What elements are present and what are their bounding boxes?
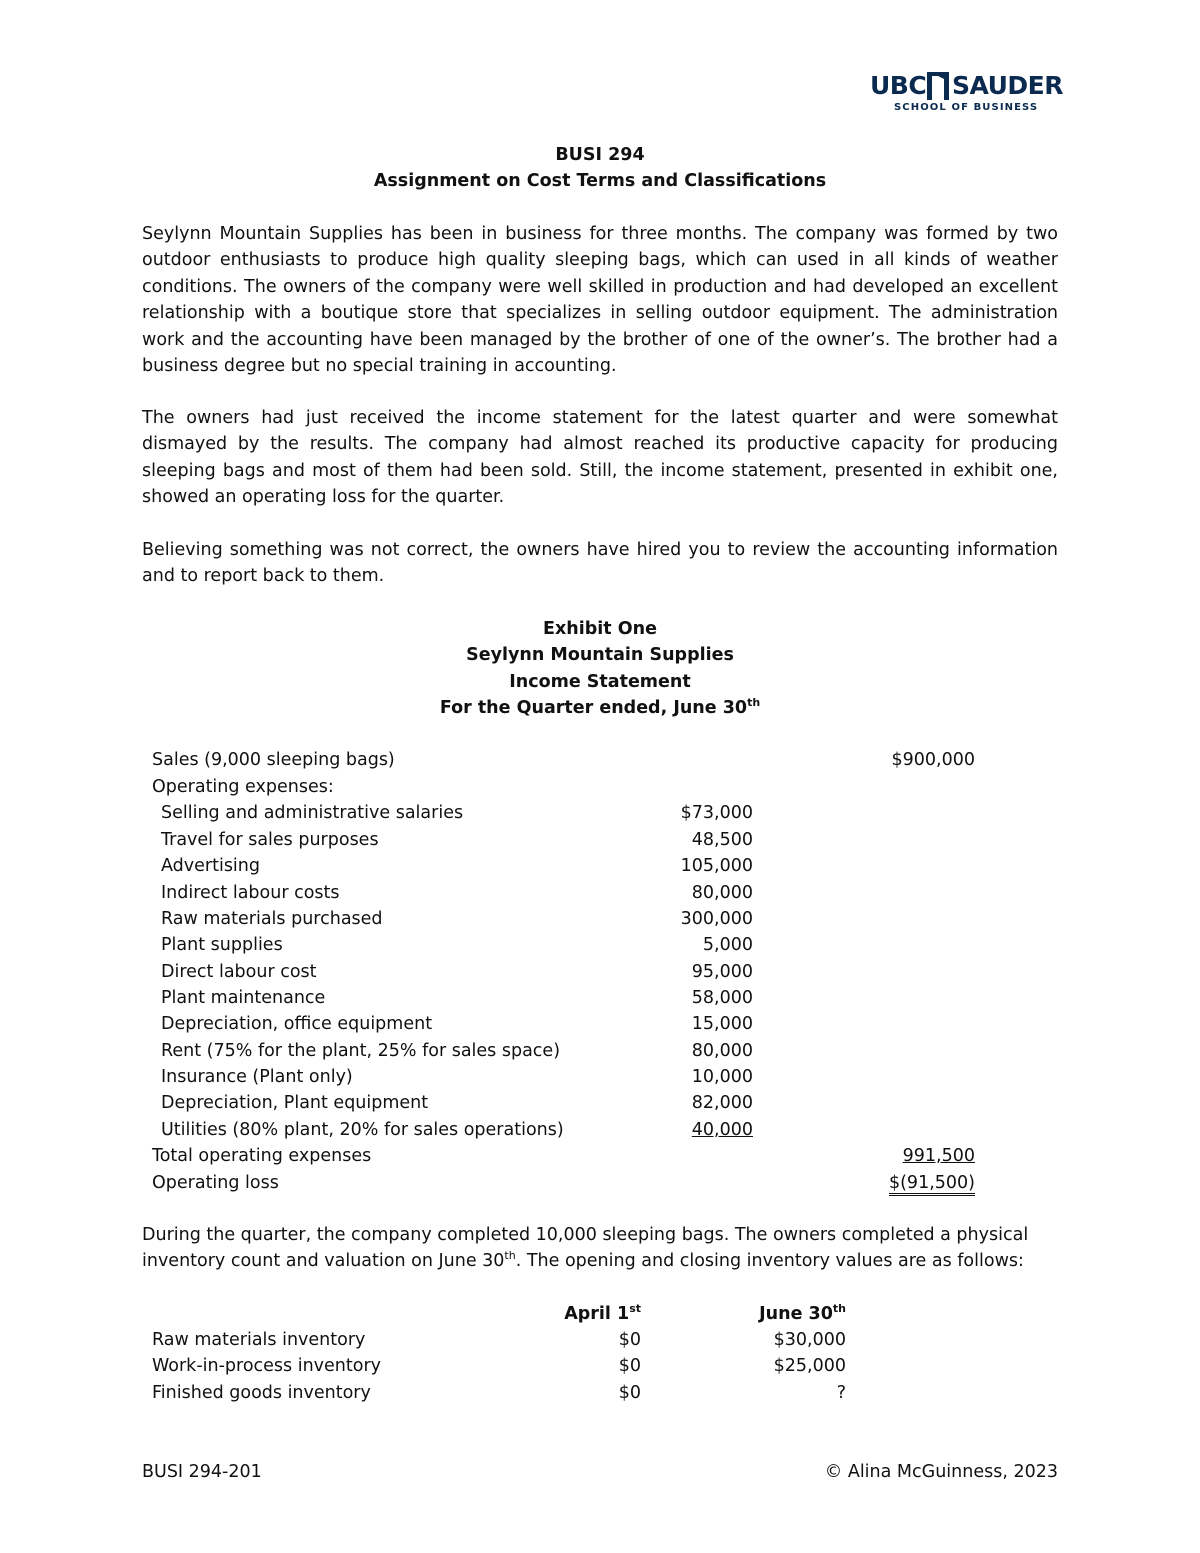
expense-row bbox=[0, 800, 1200, 826]
inventory-row bbox=[0, 1353, 1200, 1379]
loss-row bbox=[0, 1170, 1200, 1196]
exhibit-label: Exhibit One bbox=[543, 619, 657, 639]
logo-mark-icon bbox=[927, 72, 949, 100]
expense-row bbox=[0, 853, 1200, 879]
expense-value: 48,500 bbox=[691, 830, 753, 850]
expense-row bbox=[0, 959, 1200, 985]
inventory-label: Work-in-process inventory bbox=[152, 1356, 381, 1376]
expense-row bbox=[0, 906, 1200, 932]
inventory-open: $0 bbox=[618, 1330, 641, 1350]
loss-label: Operating loss bbox=[152, 1173, 279, 1193]
expense-row bbox=[0, 1011, 1200, 1037]
expense-row bbox=[0, 1090, 1200, 1116]
expense-row bbox=[0, 985, 1200, 1011]
inventory-row bbox=[0, 1327, 1200, 1353]
sales-label: Sales (9,000 sleeping bags) bbox=[152, 750, 395, 770]
logo-subtitle: SCHOOL OF BUSINESS bbox=[894, 102, 1039, 113]
inventory-open: $0 bbox=[618, 1383, 641, 1403]
inventory-close: $25,000 bbox=[773, 1356, 846, 1376]
exhibit-period: For the Quarter ended, June 30th bbox=[439, 696, 761, 718]
inventory-row bbox=[0, 1380, 1200, 1406]
expense-label: Utilities (80% plant, 20% for sales operations) bbox=[161, 1120, 564, 1140]
expense-label: Insurance (Plant only) bbox=[161, 1067, 353, 1087]
intro-paragraph-3: Believing something was not correct, the owners have hired you to review the accounting information and to report back to them. bbox=[142, 540, 1058, 587]
total-row bbox=[0, 1143, 1200, 1169]
expense-value: $73,000 bbox=[680, 803, 753, 823]
expense-label: Depreciation, office equipment bbox=[161, 1014, 433, 1034]
exhibit-company: Seylynn Mountain Supplies bbox=[466, 645, 734, 665]
opex-heading-row bbox=[0, 774, 1200, 800]
col-april: April 1st bbox=[564, 1302, 641, 1324]
expense-value: 10,000 bbox=[691, 1067, 753, 1087]
expense-row bbox=[0, 1064, 1200, 1090]
expense-value: 58,000 bbox=[691, 988, 753, 1008]
inventory-close: $30,000 bbox=[773, 1330, 846, 1350]
expense-value: 5,000 bbox=[702, 935, 753, 955]
total-value: 991,500 bbox=[902, 1146, 975, 1166]
inventory-paragraph: During the quarter, the company completed 10,000 sleeping bags. The owners completed a physical inventory count and valuation on June 30th. The opening and closing inventory values are as follows: bbox=[142, 1225, 1029, 1272]
loss-value: $(91,500) bbox=[889, 1173, 975, 1196]
inventory-label: Raw materials inventory bbox=[152, 1330, 366, 1350]
inventory-header-row bbox=[0, 1301, 1200, 1327]
col-june: June 30th bbox=[759, 1302, 846, 1324]
expense-label: Plant supplies bbox=[161, 935, 283, 955]
expense-value: 40,000 bbox=[691, 1120, 753, 1140]
expense-label: Depreciation, Plant equipment bbox=[161, 1093, 429, 1113]
expense-value: 15,000 bbox=[691, 1014, 753, 1034]
opex-label: Operating expenses: bbox=[152, 777, 334, 797]
expense-value: 95,000 bbox=[691, 962, 753, 982]
expense-row bbox=[0, 880, 1200, 906]
expense-label: Travel for sales purposes bbox=[161, 830, 379, 850]
expense-label: Plant maintenance bbox=[161, 988, 326, 1008]
expense-row bbox=[0, 1038, 1200, 1064]
expense-value: 300,000 bbox=[680, 909, 753, 929]
expense-value: 80,000 bbox=[691, 1041, 753, 1061]
sales-row bbox=[0, 747, 1200, 773]
logo-ubc-text: UBC bbox=[870, 71, 927, 100]
total-label: Total operating expenses bbox=[152, 1146, 372, 1166]
inventory-close: ? bbox=[836, 1383, 846, 1403]
inventory-label: Finished goods inventory bbox=[152, 1383, 371, 1403]
inventory-open: $0 bbox=[618, 1356, 641, 1376]
assignment-title: Assignment on Cost Terms and Classifications bbox=[373, 171, 827, 191]
expense-label: Advertising bbox=[161, 856, 260, 876]
logo-sauder-text: SAUDER bbox=[952, 71, 1063, 100]
exhibit-statement: Income Statement bbox=[509, 672, 691, 692]
footer-course: BUSI 294-201 bbox=[142, 1462, 262, 1482]
expense-row bbox=[0, 932, 1200, 958]
intro-paragraph-1: Seylynn Mountain Supplies has been in business for three months. The company was formed by two outdoor enthusiasts to produce high quality sleeping bags, which can used in all kinds of weather conditions. The owners of the company were well skilled in production and had developed an excellent relationship with a boutique store that specializes in selling outdoor equipment. The administration work and the accounting have been managed by the brother of one of the owner’s. The brother had a business degree but no special training in accounting. bbox=[142, 224, 1058, 377]
expense-value: 105,000 bbox=[680, 856, 753, 876]
expense-label: Rent (75% for the plant, 25% for sales space) bbox=[161, 1041, 561, 1061]
intro-paragraph-2: The owners had just received the income statement for the latest quarter and were somewhat dismayed by the results. The company had almost reached its productive capacity for producing sleeping bags and most of them had been sold. Still, the income statement, presented in exhibit one, showed an operating loss for the quarter. bbox=[142, 408, 1058, 508]
expense-label: Selling and administrative salaries bbox=[161, 803, 464, 823]
expense-value: 82,000 bbox=[691, 1093, 753, 1113]
expense-label: Raw materials purchased bbox=[161, 909, 383, 929]
expense-row bbox=[0, 1117, 1200, 1143]
expense-row bbox=[0, 827, 1200, 853]
course-code: BUSI 294 bbox=[555, 145, 645, 165]
ubc-sauder-logo bbox=[870, 70, 1063, 116]
footer-copyright: © Alina McGuinness, 2023 bbox=[824, 1462, 1058, 1482]
expense-label: Direct labour cost bbox=[161, 962, 317, 982]
sales-value: $900,000 bbox=[891, 750, 975, 770]
expense-value: 80,000 bbox=[691, 883, 753, 903]
expense-label: Indirect labour costs bbox=[161, 883, 340, 903]
